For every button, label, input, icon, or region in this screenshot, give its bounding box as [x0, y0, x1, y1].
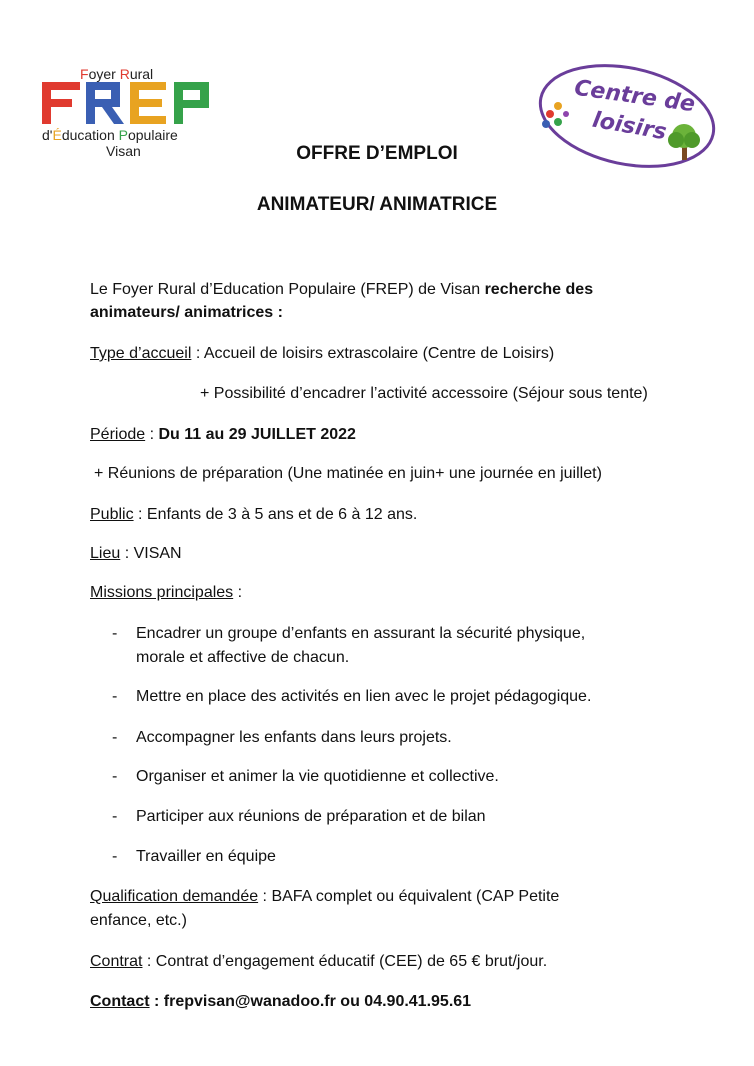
frep-logo-middle-text: d'Éducation Populaire	[42, 127, 178, 143]
missions-heading: Missions principales :	[90, 584, 243, 601]
centre-logo-line2: loisirs	[590, 107, 669, 146]
periode: Période : Du 11 au 29 JUILLET 2022	[90, 426, 356, 443]
centre-logo-line1: Centre de	[572, 75, 697, 118]
periode-extra: + Réunions de préparation (Une matinée en juin+ une journée en juillet)	[94, 465, 602, 482]
intro-line-1: Le Foyer Rural d’Education Populaire (FREP) de Visan recherche des	[90, 281, 594, 298]
page-subtitle: ANIMATEUR/ ANIMATRICE	[256, 194, 498, 215]
page-title: OFFRE D’EMPLOI	[296, 143, 458, 164]
public: Public : Enfants de 3 à 5 ans et de 6 à 12 ans.	[90, 506, 418, 523]
lieu: Lieu : VISAN	[90, 545, 182, 562]
type-accueil: Type d’accueil : Accueil de loisirs extrascolaire (Centre de Loisirs)	[90, 345, 555, 362]
frep-logo-top-text: Foyer Rural	[80, 66, 154, 82]
contrat: Contrat : Contrat d’engagement éducatif (CEE) de 65 € brut/jour.	[90, 953, 548, 970]
qualification-continued: enfance, etc.)	[90, 912, 187, 929]
intro-line-2: animateurs/ animatrices :	[90, 304, 283, 321]
type-accueil-extra: + Possibilité d’encadrer l’activité accessoire (Séjour sous tente)	[200, 385, 648, 402]
job-offer-page: Foyer Rural d'Éducation Populaire Visan Centre de loisirs OFFRE D’EMPLOI ANIMATEUR/ ANIMATRICE Le Foyer Rural d’Education Populaire (FREP) de Visan recherche des animateurs/ animatrices : Type d’accueil : Accueil de loisirs extrascolaire (Centre de Loisirs) + Possibilité d’encadrer l’activité accessoire (Séjour sous tente) Période : Du 11 au 29 JUILLET 2022 + Réunions de préparation (Une matinée en juin+ une journée en juillet) Public : Enfants de 3 à 5 ans et de 6 à 12 ans. Lieu : VISAN Missions principales : - Encadrer un groupe d’enfants en assurant la sécurité physique, morale et affective de chacun. - Mettre en place des activités en lien avec le projet pédagogique. - Accompagner les enfants dans leurs projets. - Organiser et animer la vie quotidienne et collective. - Participer aux réunions de préparation et de bilan - Travailler en équipe Qualification demandée : BAFA complet ou équivalent (CAP Petite enfance, etc.) Contrat : Contrat d’engagement éducatif (CEE) de 65 € brut/jour. Contact : frepvisan@wanadoo.fr ou 04.90.41.95.61	[0, 0, 754, 1066]
frep-letters-icon	[40, 82, 215, 126]
frep-logo-bottom-text: Visan	[106, 143, 141, 159]
qualification: Qualification demandée : BAFA complet ou équivalent (CAP Petite	[90, 888, 560, 905]
contact: Contact : frepvisan@wanadoo.fr ou 04.90.41.95.61	[90, 993, 472, 1010]
